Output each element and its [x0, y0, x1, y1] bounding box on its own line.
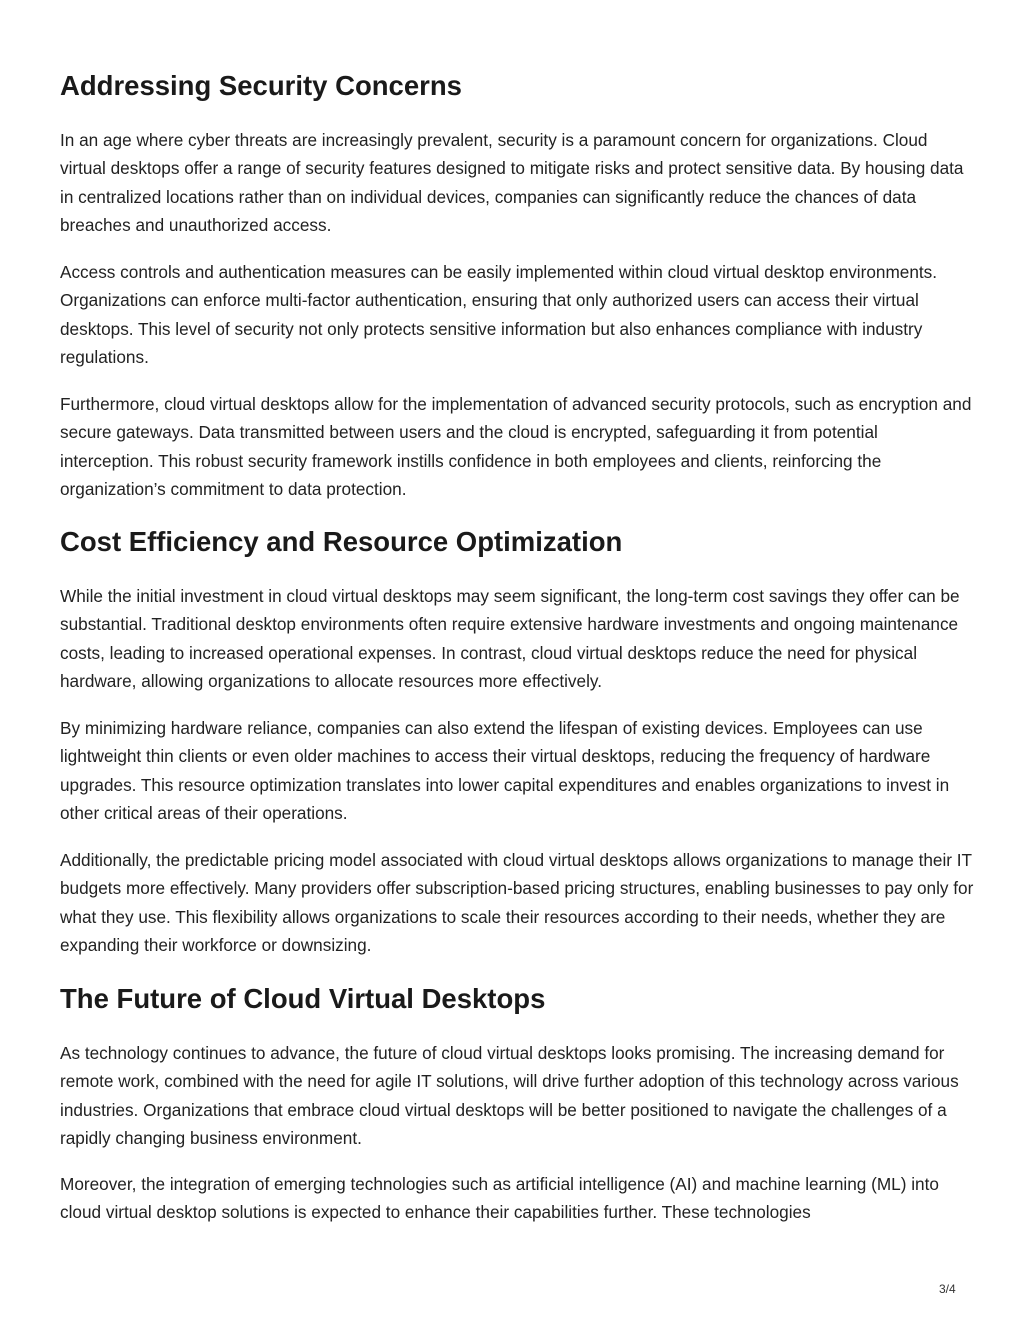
page-number: 3/4	[939, 1282, 956, 1296]
cost-paragraph-1: While the initial investment in cloud virtual desktops may seem significant, the long-term cost savings they offer can be substantial. Traditional desktop environments often require extensive hardware investments and ongoing maintenance costs, leading to increased operational expenses. In contrast, cloud virtual desktops reduce the need for physical hardware, allowing organizations to allocate resources more effectively.	[60, 586, 960, 691]
section-heading-security: Addressing Security Concerns	[60, 70, 462, 101]
security-paragraph-1: In an age where cyber threats are increasingly prevalent, security is a paramount concern for organizations. Cloud virtual desktops offer a range of security features designed to mitigate risks and protect sensitive data. By housing data in centralized locations rather than on individual devices, companies can significantly reduce the chances of data breaches and unauthorized access.	[60, 130, 964, 235]
security-paragraph-2: Access controls and authentication measures can be easily implemented within cloud virtual desktop environments. Organizations can enforce multi-factor authentication, ensuring that only authorized users can access their virtual desktops. This level of security not only protects sensitive information but also enhances compliance with industry regulations.	[60, 262, 938, 367]
future-paragraph-1: As technology continues to advance, the future of cloud virtual desktops looks promising. The increasing demand for remote work, combined with the need for agile IT solutions, will drive further adoption of this technology across various industries. Organizations that embrace cloud virtual desktops will be better positioned to navigate the challenges of a rapidly changing business environment.	[60, 1043, 959, 1148]
future-paragraph-2: Moreover, the integration of emerging technologies such as artificial intelligence (AI) and machine learning (ML) into cloud virtual desktop solutions is expected to enhance their capabilities further. These technologies	[60, 1174, 939, 1223]
security-paragraph-3: Furthermore, cloud virtual desktops allow for the implementation of advanced security protocols, such as encryption and secure gateways. Data transmitted between users and the cloud is encrypted, safeguarding it from potential interception. This robust security framework instills confidence in both employees and clients, reinforcing the organization’s commitment to data protection.	[60, 394, 972, 499]
section-heading-future: The Future of Cloud Virtual Desktops	[60, 983, 546, 1014]
cost-paragraph-3: Additionally, the predictable pricing model associated with cloud virtual desktops allows organizations to manage their IT budgets more effectively. Many providers offer subscription-based pricing structures, enabling businesses to pay only for what they use. This flexibility allows organizations to scale their resources according to their needs, whether they are expanding their workforce or downsizing.	[60, 850, 974, 955]
cost-paragraph-2: By minimizing hardware reliance, companies can also extend the lifespan of existing devices. Employees can use lightweight thin clients or even older machines to access their virtual desktops, reducing the frequency of hardware upgrades. This resource optimization translates into lower capital expenditures and enables organizations to invest in other critical areas of their operations.	[60, 718, 950, 823]
section-heading-cost-efficiency: Cost Efficiency and Resource Optimization	[60, 526, 623, 557]
